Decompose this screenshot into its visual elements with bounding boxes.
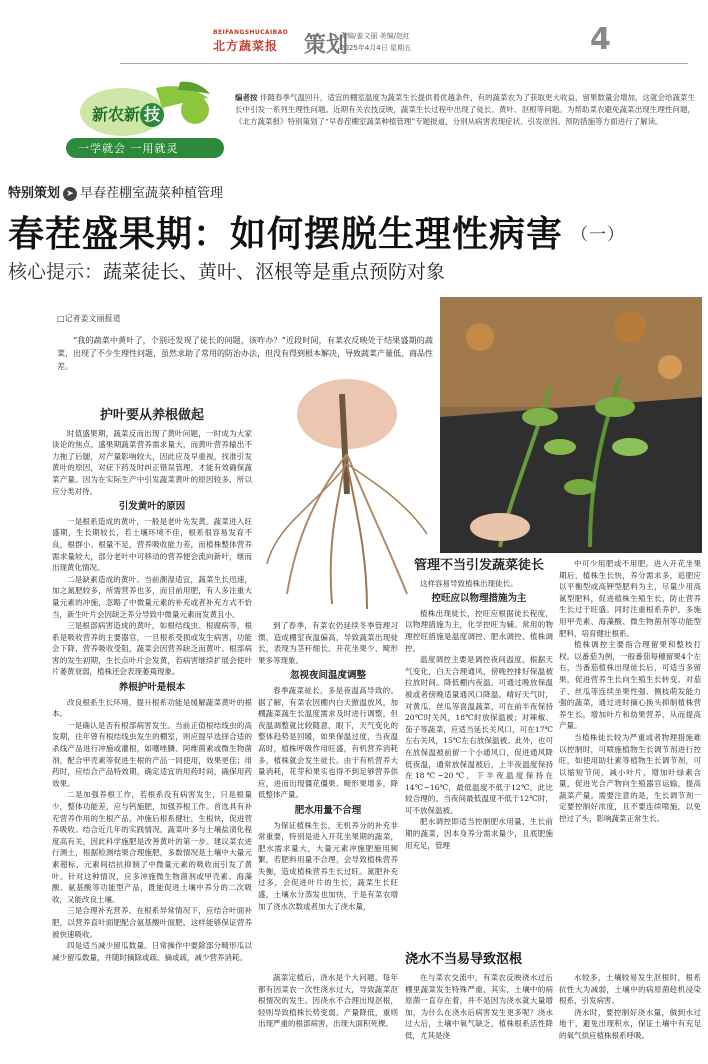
section-heading-protect-leaves: 护叶要从养根做起 xyxy=(99,408,204,423)
paragraph: 水较多，土壤较易发生沤根时，根系抗性大为减弱，土壤中的病原菌趁机浸染根系，引发病害。 xyxy=(559,973,701,1006)
seedling-photo-graphic xyxy=(440,297,702,553)
subheading-root-care: 养根护叶是根本 xyxy=(118,682,186,694)
paragraph: 肥水调控即适当控制肥水用量，生长前期的蔬菜，因本身养分需求量少，且底肥施用充足，管理 xyxy=(405,817,553,850)
section-heading-leggy-growth: 管理不当引发蔬菜徒长 xyxy=(413,558,544,573)
headline xyxy=(8,206,625,257)
subheading-yellow-leaf-causes: 引发黄叶的原因 xyxy=(118,501,186,513)
paragraph: 三是合理补充营养。在根系异常情况下，应结合叶面补肥，以营养直叶面肥配合氨基酸叶面肥，这样能够保证营养被快速吸收。 xyxy=(52,906,252,939)
paragraph: 春季蔬菜徒长，多是夜温高导致的。据了解，有菜农因棚内白天掀温放风，加棚蔬菜蔬生长温度需求及时进行调整，但夜温调整就比较随意，眼下，天气变化的整体趋势是回暖，如果保温过度，当夜温高时，植株呼吸作用旺盛，有机营养消耗多，植株就会发生徒长。由于有机营养大量消耗，花芽和果实也得不到足够营养供应，进而出现僵花僵果、畸形果增多，降低整体产量。 xyxy=(258,685,398,800)
lead-paragraph: “我的蔬菜中黄叶了，个别还发现了徒长的问题，该咋办？”近段时间，有菜农反映处于结果盛期的蔬菜，出现了不少生理性问题，虽然求助了常用的防治办法，但没有得到根本解决，导致蔬菜产量低、商品性差。 xyxy=(57,336,433,371)
masthead-meta xyxy=(340,30,411,54)
greenhouse-seedling-photo xyxy=(440,297,702,553)
logo-title-b: 技 xyxy=(140,103,164,127)
paragraph: 一是确认是否有根部病害发生。当前正值根结线虫的高发期，往年曾有根结线虫发生的棚室，则应提早选择合适的杀线产品进行冲施或灌根，如噻唑膦、阿维菌素或微生物菌剂，配合甲壳素等促进生根的产品一同使用，效果更佳；用药时，应结合产品特效期，确定适宜的用药时间，确保用药效果。 xyxy=(52,720,252,788)
kicker-topic: 早春茬棚室蔬菜种植管理 xyxy=(80,186,224,201)
subheading-physical-control: 控旺应以物理措施为主 xyxy=(431,593,527,605)
paragraph: 植株调控主要指合理留果和整枝打杈。以番茄为例，一般番茄每穗留果4个左右，当番茄植株出现徒长后，可适当多留果，促进营养生长向生殖生长转变。对茄子、丝瓜等连续坐果性强、侧枝萌发能力强的蔬菜，通过进时摘心换头抑制植株营养生长，增加叶片和幼果营养，从而提高产量。 xyxy=(559,640,701,731)
subhead-label: 核心提示： xyxy=(8,261,104,283)
newspaper-name: 北方蔬菜报 xyxy=(213,39,279,53)
paragraph: 在与菜农交流中，有菜农反映浇水过后棚里蔬菜发生特殊严重，其实，土壤中的病原菌一直存在着，并不是因为浇水就大量增加，为什么在浇水后病害发生更多呢？浇水过大后，土壤中氧气缺乏，植株根系活性降低，尤其是浇 xyxy=(405,973,553,1040)
paragraph: 二是缺素造成的黄叶。当前潮湿适宜，蔬菜生长迅速，加之氮肥较多，所需营养也多，而目前用肥，有人多注重大量元素的冲施，忽略了中微量元素的补充或者补充方式不恰当，新生叶片会因缺乏养分导致中微量元素而发黄且小。 xyxy=(52,574,252,619)
section-title: 策划 xyxy=(304,33,349,58)
article-column-3-bottom xyxy=(405,972,553,1060)
paragraph: 二是加强养根工作，若根系没有病害发生，只是根量少，整体功能差，应与钙施肥，加强养根工作。首选具有补充营养作用的生根产品，冲施后根系健壮，生根快，促进营养吸收。结合近几年的实践情况，蔬菜叶多与土壤盐渍化程度高有关，因此科学施肥是改善黄叶的第一步。建议菜农进行测土，根据检测结果合理施肥，多数情况是土壤中大量元素超标，元素间拮抗抑制了中微量元素的吸收而引发了黄叶。针对这种情况，应多冲施微生物菌剂或甲壳素、海藻酸、氨基酸等功能型产品，既能促进土壤中养分的二次吸收，又能改良土壤。 xyxy=(52,790,252,904)
byline: □记者姜文丽报道 xyxy=(57,314,121,323)
logo-title-a: 新农新 xyxy=(92,105,141,124)
paragraph: 这样容易导致植株出现徒长。 xyxy=(420,578,518,588)
date-line: 2025年4月4日 星期五 xyxy=(340,44,411,52)
paragraph: 植株出现徒长，控旺应根据徒长程度，以物理措施为主，化学控旺为辅。常用的物理控旺措施是温度调控、肥水调控、植株调控。 xyxy=(405,608,553,653)
paragraph: 蔬菜定植后，浇水是个大问题，每年都有因菜农一次性浇水过大，导致蔬菜沤根情况的发生。因浇水不合理出现沤根，轻则导致植株长势变弱、产量降低，重则出现严重的根部病害，出现大面积死棵。 xyxy=(258,973,398,1029)
paragraph: 为保证植株生长，无机养分的补充非常重要，特别是进入开花坐果期的蔬菜，肥水需求量大，大量元素冲施肥施用频繁，若肥料用量不合理，会导致植株营养失衡，造成植株营养生长过旺。氮肥补充过多，会促进叶片的生长，蔬菜生长旺盛，土壤水分蒸发也加快，于是有菜农增加了浇水次数或者加大了浇水量， xyxy=(258,820,398,911)
arrow-icon: ➤ xyxy=(63,187,77,201)
logo-slogan: 一学就会 一用就灵 xyxy=(78,142,179,155)
paragraph: 四是适当减少留瓜数量。日常操作中要除部分畸形瓜以减少留瓜数量，并随时摘除或疏、摘或疏，减少营养消耗。 xyxy=(52,941,252,962)
paragraph: 当植株徒长较为严重或者物理措施难以控制时，可喷施植物生长调节剂进行控旺，如使用助壮素等植物生长调节剂，可以缩短节间、减小叶片，增加叶绿素含量，促进光合产物向生殖器官运输，提高蔬菜产量。需要注意的是，生长调节剂一定要控制好浓度，且不要连续喷施，以免控过了头，影响蔬菜正常生长。 xyxy=(559,732,701,824)
column-logo xyxy=(60,80,230,165)
article-column-2-bottom xyxy=(258,972,398,1060)
editor-note xyxy=(235,92,695,128)
paragraph: 时值盛果期，蔬菜反而出现了黄叶问题，一时成为大家谈论的焦点。盛果期蔬菜营养需求量大，而黄叶营养输出不力拖了后腿，对产量影响较大，因此应及早重视，找准引发黄叶的原因，对症下药及时纠正错误管理，才能有效确保蔬菜产量。因为在实际生产中引发蔬菜黄叶的原因较多，所以应分类对待。 xyxy=(52,428,252,496)
subhead-text: 蔬菜徒长、黄叶、沤根等是重点预防对象 xyxy=(103,261,446,283)
editors-line: 责编/姜文丽 美编/赵红 xyxy=(340,32,410,40)
paragraph: 改良根系生长环境，提升根系功能是缓解蔬菜黄叶的根本。 xyxy=(52,697,252,719)
paragraph: 中可少用肥或不用肥。进入开花坐果期后，植株生长快，养分需求多，追肥应以平衡型或高钾型肥料为主，尽量少用高氮型肥料，促进植株生殖生长，防止营养生长过于旺盛。同时注重根系养护，多施用甲壳素、海藻酸、微生物菌剂等功能型肥料，培育健壮根系。 xyxy=(559,559,701,638)
subheadline xyxy=(8,257,445,284)
paragraph: 一是根系造成的黄叶，一般是老叶先发黄。蔬菜进入旺盛期，生长期较长，若土壤环境不佳，根系很容易发育不良，根群小、根量不足，营养吸收能力差，而植株整体营养需求量较大，部分老叶中可移动的营养便会流向新叶，继而出现黄化情况。 xyxy=(52,516,252,573)
article-column-1 xyxy=(52,404,252,1060)
editor-note-text: 伴随春季气温回升，适宜的棚室温度为蔬菜生长提供着优越条件，有的蔬菜农为了获取更大收益，留果数量会增加，这就会给蔬菜生长中引发一系列生理性问题。近期有关农技反映，蔬菜生长过程中出现了徒长、黄叶、沤根等问题。为帮助菜农避免蔬菜出现生理性问题，《北方蔬菜报》特别策划了“早春茬棚室蔬菜种植管理”专题报道，分别从病害表现症状、引发原因、预防措施等方面进行了解读。 xyxy=(235,93,696,126)
paragraph: 温度调控主要是调控夜间温度，根据天气变化，白天合理通风，傍晚控排好保温被拉放时间。降低棚内夜温，可通过晚放保温被或者傍晚适量通风口降温。晴好天气时，对黄瓜、丝瓜等喜温蔬菜，可在前半夜保持20℃时关风，18℃时放保温被；对辣椒、茄子等蔬菜，应适当延长关风口，可在17℃左右关风，15℃左右放保温被。此外，也可在放保温被前留一个小通风口，促进通风降低夜温，通常放保温被后，上半夜温度保持在18℃~20℃，下半夜温度保持在14℃~16℃，最低温度不低于12℃，此比较合理的，当夜间最低温度不低于12℃时，可不放保温被。 xyxy=(405,655,553,815)
headline-part: （一） xyxy=(571,225,626,245)
masthead-pinyin: BEIFANGSHUCAIBAO xyxy=(213,29,289,36)
editor-note-label: 编者按 xyxy=(235,93,258,102)
article-column-4-bottom xyxy=(559,972,701,1060)
subheading-fertilizer-water: 肥水用量不合理 xyxy=(294,804,362,816)
paragraph: 到了春季，有菜农仍延续冬季管理习惯，造成棚室夜温偏高，导致蔬菜出现徒长，表现为茎秆细长、开花坐果少、畸形果多等现象。 xyxy=(258,621,398,665)
subheading-night-temperature: 忽视夜间温度调整 xyxy=(289,670,366,682)
paragraph: 浇水时，要控制好浇水量，做到水过地干，避免出现积水，保证土壤中有充足的氧气供应植株根系呼吸。 xyxy=(559,1007,701,1040)
article-column-3 xyxy=(405,558,553,938)
logo-title xyxy=(92,102,164,127)
page-number: 4 xyxy=(590,22,611,57)
section-heading-root-rot: 浇水不当易导致沤根 xyxy=(405,952,523,967)
masthead-rule xyxy=(120,63,688,64)
paragraph: 三是根部病害造成的黄叶，如根结线虫、根腐病等，根系是吸收营养的主要器官，一旦根系受损或发生病害，功能会下降，营养吸收受阻，蔬菜会因营养缺乏而黄叶。根部病害的发生初期，生长点叶片会发黄，若病害继续扩展会使叶片萎黄衰弱，植株还会表现萎蔫现象。 xyxy=(52,621,252,677)
headline-main: 春茬盛果期：如何摆脱生理性病害 xyxy=(8,214,564,255)
kicker-label: 特别策划 xyxy=(8,186,61,201)
special-feature-kicker xyxy=(8,182,223,201)
article-column-4 xyxy=(559,558,701,968)
